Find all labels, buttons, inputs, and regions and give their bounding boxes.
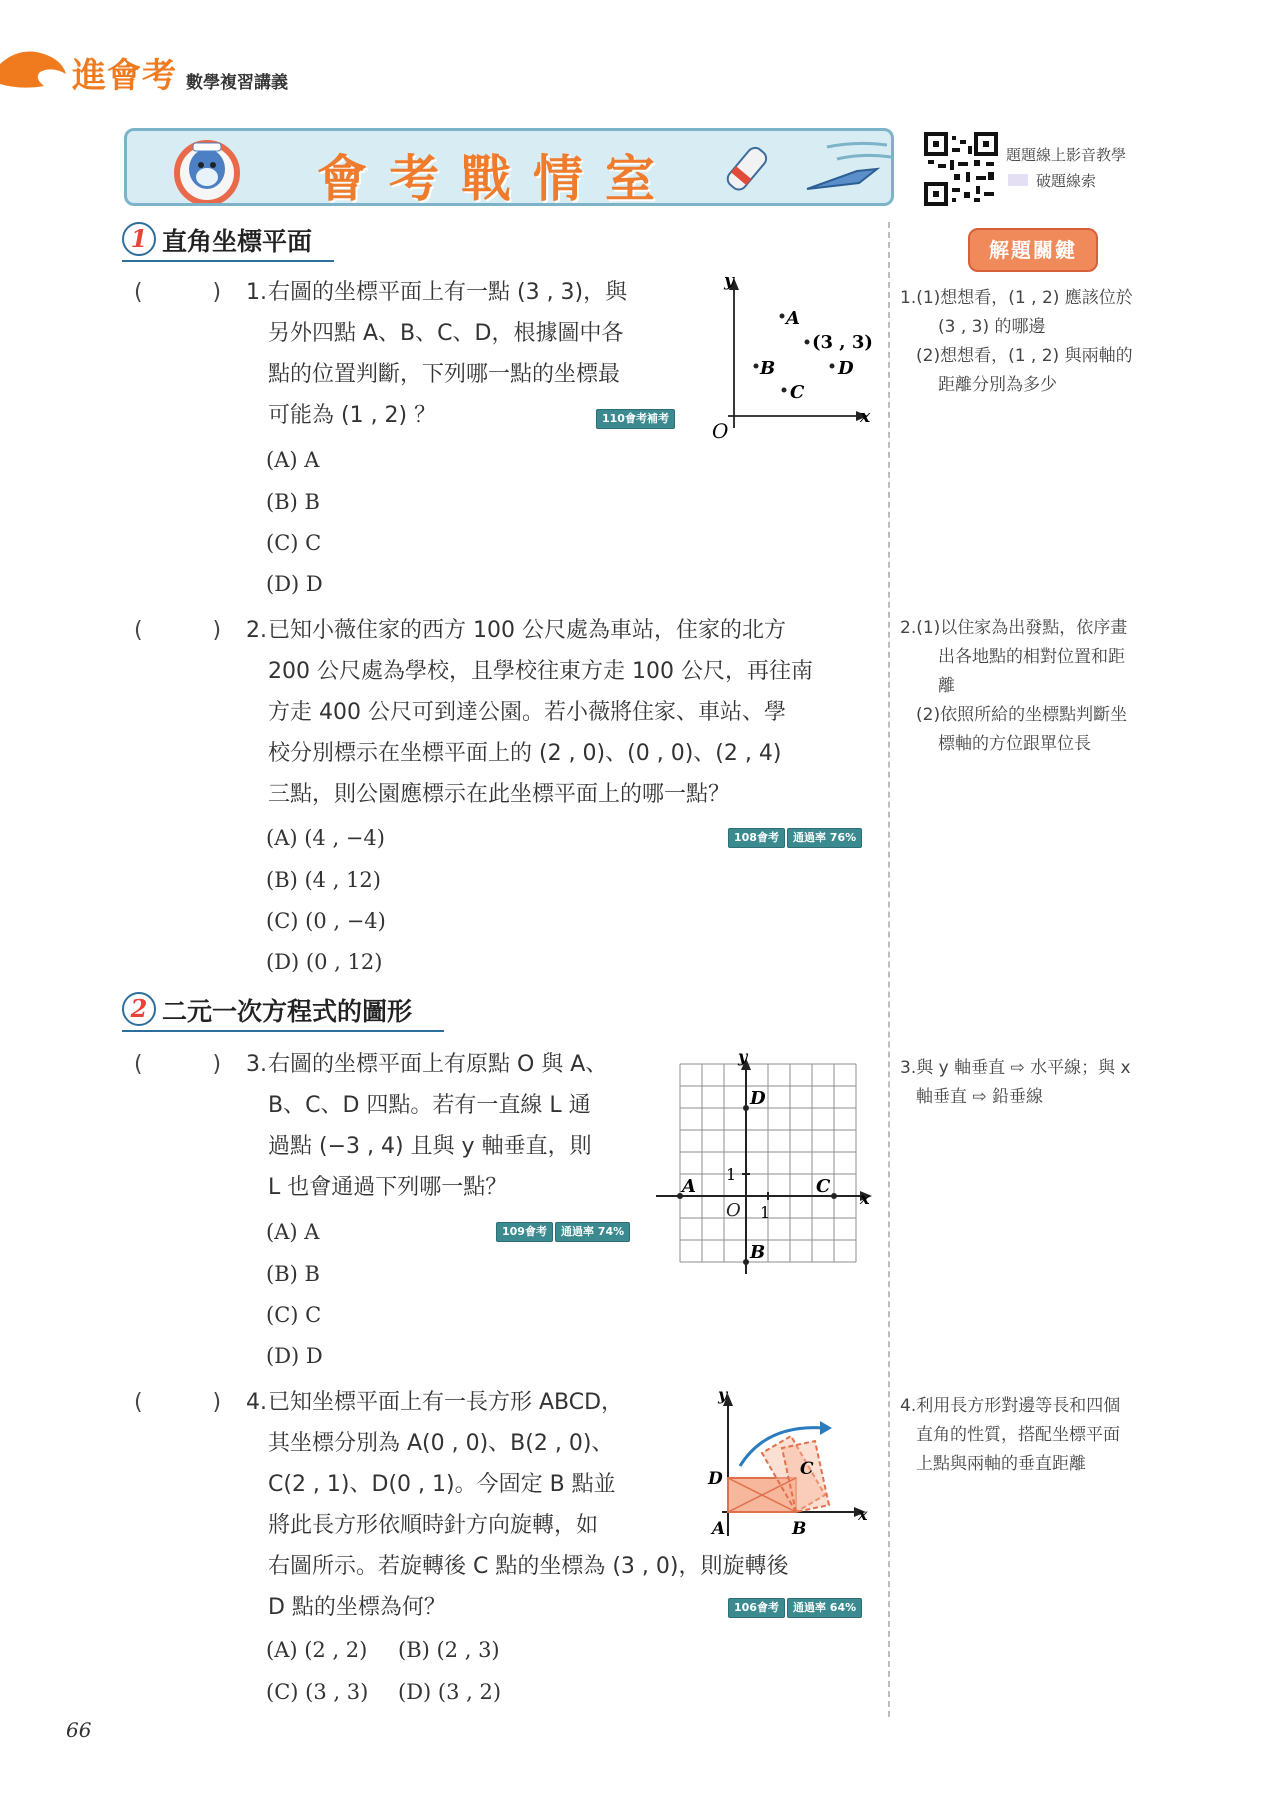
- question-2-text: 已知小薇住家的西方 100 公尺處為車站，住家的北方 200 公尺處為學校，且學校往東方走 100 公尺，再往南 方走 400 公尺可到達公園。若小薇將住家、車站、學 校分別標示在坐標平面上的 (2 , 0)、(0 , 0)、(2 , 4) 三點，則公園應標示在此坐標平面上的哪一點？: [268, 618, 813, 807]
- origin-label: O: [712, 419, 729, 443]
- rocket-boat-icon: [707, 137, 894, 203]
- tip-question-4: 4.利用長方形對邊等長和四個 直角的性質，搭配坐標平面 上點與兩軸的垂直距離: [900, 1396, 1121, 1474]
- answer-blank-1[interactable]: ( ): [134, 280, 222, 305]
- section-title: 二元一次方程式的圖形: [162, 997, 413, 1026]
- x-axis-label: x: [860, 1189, 870, 1208]
- option-a[interactable]: (A) A: [266, 1220, 320, 1244]
- exam-badge: 108會考 通過率 76%: [728, 828, 862, 848]
- y-axis-label: y: [718, 1385, 728, 1404]
- tip-question-2: 2.(1)以住家為出發點，依序畫 出各地點的相對位置和距 離 (2)依照所給的坐標點判斷坐 標軸的方位跟單位長: [900, 618, 1128, 754]
- section-number: 2: [122, 992, 156, 1026]
- option-a[interactable]: (A) (4 , −4): [266, 826, 385, 850]
- brand-wave-icon: [0, 44, 70, 92]
- exam-badge: 110會考補考: [596, 409, 675, 429]
- question-number: 4.: [246, 1390, 267, 1415]
- point-a-label: A: [712, 1519, 726, 1539]
- figure-3-grid-plane: [656, 1044, 878, 1274]
- column-divider: [888, 222, 890, 1717]
- qr-caption-video: 題題線上影音教學: [1006, 146, 1127, 164]
- y-axis-label: y: [738, 1047, 748, 1066]
- question-3-text: 右圖的坐標平面上有原點 O 與 A、 B、C、D 四點。若有一直線 L 通 過點 (−3 , 4) 且與 y 軸垂直，則 L 也會通過下列哪一點？: [268, 1052, 608, 1200]
- option-c[interactable]: (C) (0 , −4): [266, 909, 386, 933]
- point-c-label: C: [790, 382, 805, 403]
- option-b[interactable]: (B) (2 , 3): [398, 1638, 500, 1662]
- option-d[interactable]: (D) (0 , 12): [266, 950, 383, 974]
- point-c-label: C: [816, 1176, 831, 1197]
- exam-badge: 109會考 通過率 74%: [496, 1222, 630, 1242]
- book-subtitle: 數學複習講義: [186, 73, 288, 93]
- question-number: 2.: [246, 618, 267, 643]
- option-c[interactable]: (C) C: [266, 531, 322, 555]
- exam-badge: 106會考 通過率 64%: [728, 1598, 862, 1618]
- point-b-label: B: [760, 358, 776, 379]
- question-number: 1.: [246, 280, 267, 305]
- question-4-text: 已知坐標平面上有一長方形 ABCD， 其坐標分別為 A(0 , 0)、B(2 , 0)、 C(2 , 1)、D(0 , 1)。今固定 B 點並 將此長方形依順時針方向旋轉，如 右圖所示。若旋轉後 C 點的坐標為 (3 , 0)，則旋轉後 D 點的坐標為何？: [268, 1390, 789, 1620]
- point-d-label: D: [750, 1088, 766, 1109]
- point-b-label: B: [750, 1242, 766, 1263]
- option-c[interactable]: (C) C: [266, 1303, 322, 1327]
- question-number: 3.: [246, 1052, 267, 1077]
- option-d[interactable]: (D) D: [266, 1344, 323, 1368]
- dolphin-mascot-icon: [167, 135, 247, 205]
- page-number: 66: [66, 1718, 92, 1742]
- point-c-label: C: [800, 1459, 814, 1479]
- x-axis-label: x: [860, 407, 871, 427]
- point-a-label: A: [786, 308, 800, 329]
- tip-question-1: 1.(1)想想看，(1 , 2) 應該位於 (3 , 3) 的哪邊 (2)想想看，(1 , 2) 與兩軸的 距離分別為多少: [900, 288, 1133, 395]
- figure-1-coordinate-plane: [700, 270, 880, 448]
- point-a-label: A: [682, 1176, 696, 1197]
- section-number: 1: [122, 222, 156, 256]
- brand-logo-text: 進會考: [72, 56, 177, 96]
- point-b-label: B: [792, 1519, 807, 1539]
- figure-4-rotated-rectangle: [696, 1384, 878, 1554]
- section-title: 直角坐標平面: [162, 227, 313, 256]
- answer-blank-3[interactable]: ( ): [134, 1052, 222, 1077]
- section-heading-1: [122, 220, 362, 260]
- qr-code-icon[interactable]: [924, 132, 998, 206]
- option-b[interactable]: (B) B: [266, 1262, 320, 1286]
- y-axis-label: y: [724, 271, 734, 291]
- question-1-text: 右圖的坐標平面上有一點 (3 , 3)，與 另外四點 A、B、C、D，根據圖中各 點的位置判斷，下列哪一點的坐標最 可能為 (1 , 2) ？: [268, 280, 628, 428]
- y-tick-1: 1: [726, 1165, 737, 1184]
- answer-blank-4[interactable]: ( ): [134, 1390, 222, 1415]
- option-c[interactable]: (C) (3 , 3): [266, 1680, 369, 1704]
- section-banner: [124, 128, 894, 206]
- tips-badge: 解題關鍵: [968, 228, 1098, 272]
- x-tick-1: 1: [760, 1203, 771, 1222]
- banner-title: 會考戰情室: [317, 150, 677, 206]
- section-heading-2: [122, 990, 462, 1030]
- point-33-label: (3 , 3): [812, 332, 873, 353]
- option-b[interactable]: (B) B: [266, 490, 320, 514]
- tip-question-3: 3.與 y 軸垂直 ⇨ 水平線；與 x 軸垂直 ⇨ 鉛垂線: [900, 1058, 1131, 1107]
- option-d[interactable]: (D) D: [266, 572, 323, 596]
- point-d-label: D: [838, 358, 854, 379]
- point-d-label: D: [708, 1469, 723, 1489]
- option-a[interactable]: (A) A: [266, 448, 320, 472]
- x-axis-label: x: [858, 1505, 868, 1524]
- option-a[interactable]: (A) (2 , 2): [266, 1638, 368, 1662]
- answer-blank-2[interactable]: ( ): [134, 618, 222, 643]
- option-b[interactable]: (B) (4 , 12): [266, 868, 381, 892]
- option-d[interactable]: (D) (3 , 2): [398, 1680, 502, 1704]
- qr-caption-clue: 破題線索: [1036, 172, 1097, 190]
- origin-label: O: [726, 1200, 741, 1221]
